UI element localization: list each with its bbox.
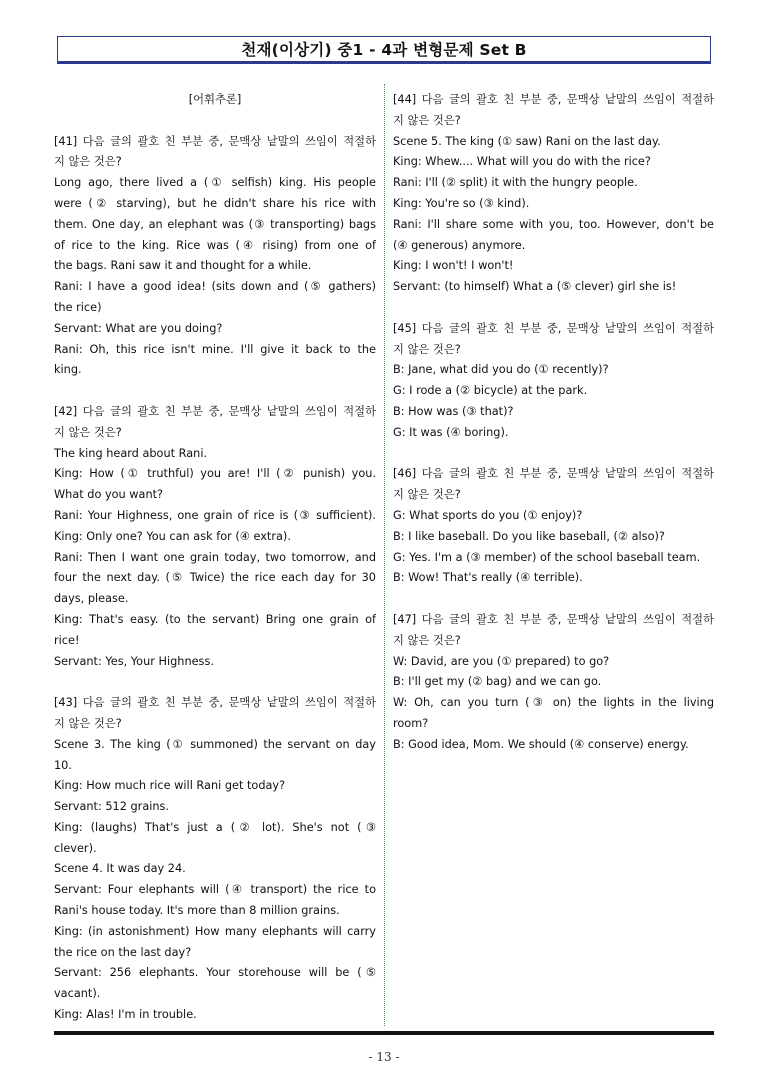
text-line: Scene 3. The king (① summoned) the servant on day	[54, 737, 376, 751]
text-line: [41] 다음 글의 괄호 친 부분 중, 문맥상 낱말의 쓰임이 적절하	[54, 134, 376, 148]
blank-line	[54, 672, 376, 693]
text-line: B: Wow! That's really (④ terrible).	[393, 571, 583, 585]
text-line: rice!	[54, 633, 80, 647]
text-line: King: You're so (③ kind).	[393, 196, 530, 210]
text-line: of rice to the king. Rice was (④ rising) from one of	[54, 238, 376, 252]
text-line: Servant: Yes, Your Highness.	[54, 654, 214, 668]
text-line: (④ generous) anymore.	[393, 238, 526, 252]
text-line: [43] 다음 글의 괄호 친 부분 중, 문맥상 낱말의 쓰임이 적절하	[54, 696, 376, 710]
blank-line	[393, 298, 714, 319]
text-line: room?	[393, 716, 429, 730]
text-line: 10.	[54, 758, 72, 772]
text-line: King: (in astonishment) How many elephants will carry	[54, 924, 376, 938]
text-line: King: Whew.... What will you do with the rice?	[393, 155, 651, 169]
text-line: What do you want?	[54, 488, 164, 502]
blank-line	[54, 381, 376, 402]
text-line: Rani: I'll (② split) it with the hungry people.	[393, 176, 638, 190]
page-title: 천재(이상기) 중1 - 4과 변형문제 Set B	[241, 41, 527, 59]
text-line: 지 않은 것은?	[393, 633, 461, 647]
footer-rule	[54, 1031, 714, 1035]
text-line: B: Jane, what did you do (① recently)?	[393, 363, 609, 377]
column-divider	[384, 84, 385, 1026]
blank-line	[54, 111, 376, 132]
right-column	[393, 90, 714, 756]
blank-line	[393, 589, 714, 610]
text-line: The king heard about Rani.	[54, 446, 208, 460]
text-line: Scene 4. It was day 24.	[54, 862, 186, 876]
text-line: 지 않은 것은?	[54, 425, 122, 439]
page-title-box	[57, 36, 711, 64]
text-line: Rani: Your Highness, one grain of rice is (③ sufficient).	[54, 508, 376, 522]
text-line: Servant: What are you doing?	[54, 321, 223, 335]
text-line: [42] 다음 글의 괄호 친 부분 중, 문맥상 낱말의 쓰임이 적절하	[54, 404, 376, 418]
text-line: W: David, are you (① prepared) to go?	[393, 654, 610, 668]
text-line: B: I'll get my (② bag) and we can go.	[393, 675, 602, 689]
text-line: Servant: 512 grains.	[54, 800, 170, 814]
text-line: clever).	[54, 841, 97, 855]
text-line: King: (laughs) That's just a (② lot). She's not (③	[54, 820, 376, 834]
text-line: G: It was (④ boring).	[393, 425, 509, 439]
text-line: Scene 5. The king (① saw) Rani on the last day.	[393, 134, 661, 148]
text-line: King: That's easy. (to the servant) Bring one grain of	[54, 612, 376, 626]
text-line: Rani: Then I want one grain today, two tomorrow, and	[54, 550, 376, 564]
text-line: [46] 다음 글의 괄호 친 부분 중, 문맥상 낱말의 쓰임이 적절하	[393, 467, 714, 481]
text-line: Rani: I have a good idea! (sits down and (⑤ gathers)	[54, 280, 376, 294]
text-line: [45] 다음 글의 괄호 친 부분 중, 문맥상 낱말의 쓰임이 적절하	[393, 321, 714, 335]
text-line: King: How much rice will Rani get today?	[54, 779, 286, 793]
text-line: B: How was (③ that)?	[393, 404, 514, 418]
text-line: G: I rode a (② bicycle) at the park.	[393, 384, 588, 398]
text-line: days, please.	[54, 592, 129, 606]
text-line: 지 않은 것은?	[54, 155, 122, 169]
text-line: W: Oh, can you turn (③ on) the lights in the living	[393, 696, 714, 710]
text-line: the rice on the last day?	[54, 945, 192, 959]
text-line: Servant: 256 elephants. Your storehouse will be (⑤	[54, 966, 376, 980]
text-line: Long ago, there lived a (① selfish) king. His people	[54, 176, 376, 190]
text-line: the rice)	[54, 300, 102, 314]
text-line: 지 않은 것은?	[54, 716, 122, 730]
blank-line	[393, 444, 714, 465]
text-line: Servant: Four elephants will (④ transport) the rice to	[54, 883, 376, 897]
text-line: [47] 다음 글의 괄호 친 부분 중, 문맥상 낱말의 쓰임이 적절하	[393, 612, 714, 626]
text-line: G: What sports do you (① enjoy)?	[393, 508, 583, 522]
text-line: were (② starving), but he didn't share his rice with	[54, 196, 376, 210]
text-line: Servant: (to himself) What a (⑤ clever) girl she is!	[393, 280, 677, 294]
text-line: four the next day. (⑤ Twice) the rice each day for 30	[54, 571, 376, 585]
text-line: 지 않은 것은?	[393, 342, 461, 356]
text-line: 지 않은 것은?	[393, 488, 461, 502]
text-line: Rani: I'll share some with you, too. However, don't be	[393, 217, 714, 231]
text-line: King: Only one? You can ask for (④ extra).	[54, 529, 291, 543]
text-line: them. One day, an elephant was (③ transporting) bags	[54, 217, 376, 231]
text-line: vacant).	[54, 987, 101, 1001]
text-line: [44] 다음 글의 괄호 친 부분 중, 문맥상 낱말의 쓰임이 적절하	[393, 93, 714, 106]
text-line: king.	[54, 363, 82, 377]
text-line: 지 않은 것은?	[393, 113, 461, 127]
text-line: Rani: Oh, this rice isn't mine. I'll give it back to the	[54, 342, 376, 356]
text-line: B: I like baseball. Do you like baseball, (② also)?	[393, 529, 665, 543]
text-line: Rani's house today. It's more than 8 million grains.	[54, 904, 340, 918]
text-line: the bags. Rani saw it and thought for a while.	[54, 259, 312, 273]
text-line: G: Yes. I'm a (③ member) of the school baseball team.	[393, 550, 701, 564]
text-line: B: Good idea, Mom. We should (④ conserve) energy.	[393, 737, 689, 751]
text-line: [어휘추론]	[188, 93, 242, 106]
text-line: King: Alas! I'm in trouble.	[54, 1008, 197, 1022]
page-number: - 13 -	[368, 1050, 400, 1064]
left-column	[54, 90, 376, 1026]
text-line: King: I won't! I won't!	[393, 259, 514, 273]
text-line: King: How (① truthful) you are! I'll (② punish) you.	[54, 467, 376, 481]
